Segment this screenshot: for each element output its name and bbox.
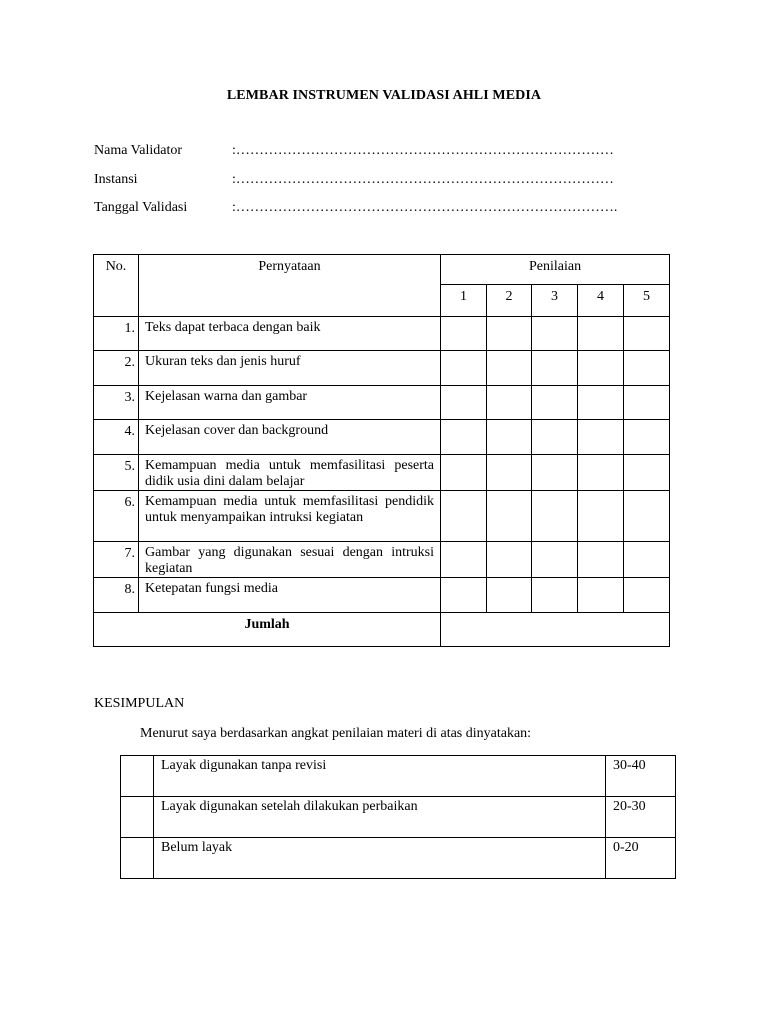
conclusion-option: Belum layak bbox=[154, 838, 606, 879]
rating-cell[interactable] bbox=[532, 420, 578, 455]
rating-cell[interactable] bbox=[624, 455, 670, 491]
rating-cell[interactable] bbox=[441, 317, 487, 351]
table-row bbox=[94, 351, 670, 386]
row-statement: Kemampuan media untuk memfasilitasi peserta didik usia dini dalam belajar bbox=[139, 455, 441, 491]
row-statement: Kemampuan media untuk memfasilitasi pendidik untuk menyampaikan intruksi kegiatan bbox=[139, 491, 441, 542]
scale-header: 4 bbox=[578, 285, 624, 317]
rating-cell[interactable] bbox=[532, 351, 578, 386]
rating-cell[interactable] bbox=[441, 386, 487, 420]
field-label: Instansi bbox=[94, 172, 138, 187]
table-row bbox=[94, 578, 670, 613]
rating-cell[interactable] bbox=[578, 317, 624, 351]
row-statement: Ketepatan fungsi media bbox=[139, 578, 441, 613]
conclusion-table bbox=[120, 755, 676, 879]
rating-cell[interactable] bbox=[578, 351, 624, 386]
table-row bbox=[94, 386, 670, 420]
row-number: 3. bbox=[94, 386, 139, 420]
row-statement: Kejelasan warna dan gambar bbox=[139, 386, 441, 420]
row-number: 2. bbox=[94, 351, 139, 386]
row-statement: Teks dapat terbaca dengan baik bbox=[139, 317, 441, 351]
rating-cell[interactable] bbox=[578, 455, 624, 491]
rating-cell[interactable] bbox=[578, 420, 624, 455]
rating-cell[interactable] bbox=[578, 542, 624, 578]
row-statement: Ukuran teks dan jenis huruf bbox=[139, 351, 441, 386]
rating-cell[interactable] bbox=[532, 386, 578, 420]
conclusion-intro: Menurut saya berdasarkan angkat penilaian materi di atas dinyatakan: bbox=[140, 726, 532, 741]
scale-header: 3 bbox=[532, 285, 578, 317]
total-row bbox=[94, 613, 670, 647]
rating-cell[interactable] bbox=[487, 455, 532, 491]
header-statement: Pernyataan bbox=[139, 255, 441, 317]
conclusion-range: 20-30 bbox=[606, 797, 676, 838]
rating-cell[interactable] bbox=[487, 386, 532, 420]
rating-cell[interactable] bbox=[624, 351, 670, 386]
rating-cell[interactable] bbox=[532, 542, 578, 578]
conclusion-option: Layak digunakan tanpa revisi bbox=[154, 756, 606, 797]
rating-cell[interactable] bbox=[441, 420, 487, 455]
document-title: LEMBAR INSTRUMEN VALIDASI AHLI MEDIA bbox=[226, 88, 542, 103]
scale-header: 2 bbox=[487, 285, 532, 317]
rating-cell[interactable] bbox=[578, 491, 624, 542]
header-rating: Penilaian bbox=[441, 255, 670, 285]
row-number: 1. bbox=[94, 317, 139, 351]
rating-cell[interactable] bbox=[624, 578, 670, 613]
field-fill-line[interactable]: :……………………………………………………………………… bbox=[232, 172, 614, 187]
rating-cell[interactable] bbox=[624, 317, 670, 351]
checkbox-cell[interactable] bbox=[121, 797, 154, 838]
rating-cell[interactable] bbox=[532, 455, 578, 491]
rating-cell[interactable] bbox=[487, 542, 532, 578]
header-no: No. bbox=[94, 255, 139, 317]
table-row bbox=[94, 542, 670, 578]
rating-cell[interactable] bbox=[578, 386, 624, 420]
rating-cell[interactable] bbox=[441, 455, 487, 491]
rating-cell[interactable] bbox=[624, 386, 670, 420]
rating-cell[interactable] bbox=[624, 491, 670, 542]
field-label: Nama Validator bbox=[94, 143, 182, 158]
field-fill-line[interactable]: :……………………………………………………………………… bbox=[232, 143, 614, 158]
rating-cell[interactable] bbox=[441, 491, 487, 542]
table-row bbox=[94, 317, 670, 351]
conclusion-title: KESIMPULAN bbox=[94, 696, 185, 711]
row-number: 5. bbox=[94, 455, 139, 491]
checkbox-cell[interactable] bbox=[121, 756, 154, 797]
conclusion-row bbox=[121, 797, 676, 838]
conclusion-row bbox=[121, 838, 676, 879]
conclusion-range: 30-40 bbox=[606, 756, 676, 797]
validation-table bbox=[93, 254, 670, 647]
table-row bbox=[94, 491, 670, 542]
rating-cell[interactable] bbox=[624, 420, 670, 455]
rating-cell[interactable] bbox=[487, 420, 532, 455]
total-label: Jumlah bbox=[94, 613, 441, 647]
rating-cell[interactable] bbox=[532, 317, 578, 351]
rating-cell[interactable] bbox=[487, 351, 532, 386]
row-number: 7. bbox=[94, 542, 139, 578]
field-fill-line[interactable]: :………………………………………………………………………. bbox=[232, 200, 618, 215]
table-row bbox=[94, 455, 670, 491]
conclusion-range: 0-20 bbox=[606, 838, 676, 879]
conclusion-option: Layak digunakan setelah dilakukan perbaikan bbox=[154, 797, 606, 838]
rating-cell[interactable] bbox=[624, 542, 670, 578]
rating-cell[interactable] bbox=[487, 317, 532, 351]
rating-cell[interactable] bbox=[441, 542, 487, 578]
field-label: Tanggal Validasi bbox=[94, 200, 188, 215]
conclusion-row bbox=[121, 756, 676, 797]
row-statement: Gambar yang digunakan sesuai dengan intruksi kegiatan bbox=[139, 542, 441, 578]
scale-header: 1 bbox=[441, 285, 487, 317]
rating-cell[interactable] bbox=[487, 491, 532, 542]
row-number: 4. bbox=[94, 420, 139, 455]
rating-cell[interactable] bbox=[532, 491, 578, 542]
row-number: 6. bbox=[94, 491, 139, 542]
checkbox-cell[interactable] bbox=[121, 838, 154, 879]
rating-cell[interactable] bbox=[441, 578, 487, 613]
total-value-cell[interactable] bbox=[441, 613, 670, 647]
row-number: 8. bbox=[94, 578, 139, 613]
rating-cell[interactable] bbox=[487, 578, 532, 613]
table-row bbox=[94, 420, 670, 455]
rating-cell[interactable] bbox=[578, 578, 624, 613]
scale-header: 5 bbox=[624, 285, 670, 317]
row-statement: Kejelasan cover dan background bbox=[139, 420, 441, 455]
rating-cell[interactable] bbox=[441, 351, 487, 386]
rating-cell[interactable] bbox=[532, 578, 578, 613]
